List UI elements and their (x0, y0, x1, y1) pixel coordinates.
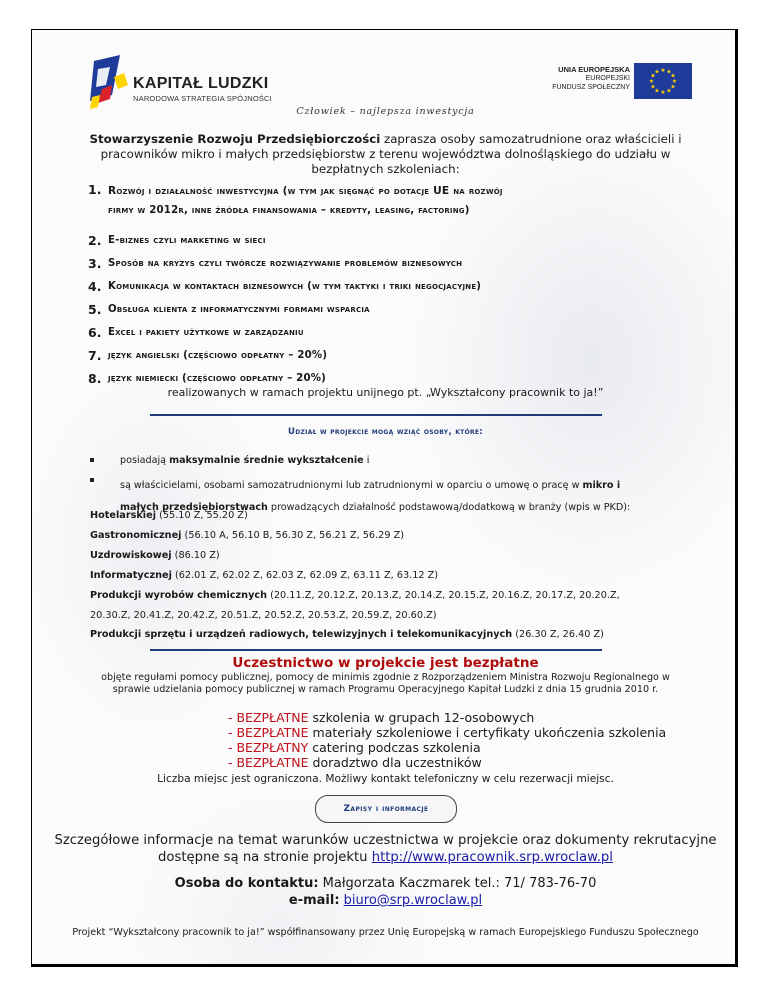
training-title: Excel i pakiety użytkowe w zarządzaniu (108, 327, 304, 338)
flyer-page (31, 29, 738, 967)
pkd-name: Produkcji sprzętu i urządzeń radiowych, telewizyjnych i telekomunikacyjnych (90, 629, 513, 640)
benefit-item (228, 755, 708, 770)
motto: Człowiek – najlepsza inwestycja (296, 106, 475, 117)
training-item (88, 304, 718, 316)
contact-block (32, 875, 739, 909)
free-participation-title: Uczestnictwo w projekcie jest bezpłatne (232, 655, 539, 671)
places-limited-note: Liczba miejsc jest ograniczona. Możliwy kontakt telefoniczny w celu rezerwacji miejsc. (157, 773, 614, 785)
benefit-label: - BEZPŁATNE (228, 725, 309, 740)
training-item (88, 258, 718, 270)
training-item (88, 235, 718, 247)
benefit-item (228, 710, 708, 725)
pkd-codes: (26.30 Z, 26.40 Z) (512, 629, 604, 640)
benefit-text: materiały szkoleniowe i certyfikaty ukończenia szkolenia (308, 725, 667, 740)
training-number: 4. (88, 279, 102, 294)
benefit-label: - BEZPŁATNE (228, 710, 309, 725)
bullet-text-bold: małych przedsiębiorstwach (120, 502, 268, 513)
svg-text:★: ★ (654, 68, 660, 76)
kapital-ludzki-title: KAPITAŁ LUDZKI (133, 75, 269, 92)
divider (150, 649, 602, 651)
training-item (88, 281, 718, 293)
project-line: realizowanych w ramach projektu unijnego pt. „Wykształcony pracownik to ja!” (167, 386, 604, 399)
training-title: Sposób na kryzys czyli twórcze rozwiązywanie problemów biznesowych (108, 258, 463, 269)
training-list (88, 184, 718, 396)
details-paragraph (52, 832, 719, 866)
pkd-name: Produkcji wyrobów chemicznych (90, 590, 268, 601)
divider (150, 414, 602, 416)
bullet-text-bold: mikro i (582, 480, 621, 491)
intro-paragraph (72, 132, 699, 177)
training-number: 6. (88, 325, 102, 340)
training-number: 1. (88, 182, 102, 197)
bullet-text-part: i (363, 455, 370, 466)
contact-email (32, 892, 739, 909)
svg-text:★: ★ (660, 67, 666, 74)
training-title-line-1: Rozwój i działalność inwestycyjna (w tym jak sięgnąć po dotacje UE na rozwój (108, 185, 503, 197)
bullet-icon (90, 478, 94, 482)
training-item (88, 373, 718, 385)
bullet-text (120, 455, 369, 467)
training-title: E-biznes czyli marketing w sieci (108, 235, 266, 246)
details-text: Szczegółowe informacje na temat warunków uczestnictwa w projekcie oraz dokumenty rekrutacyjne dostępne są na stronie projektu (54, 833, 717, 865)
pkd-name: Hotelarskiej (90, 510, 157, 521)
intro-text: zaprasza osoby samozatrudnione oraz właścicieli i pracowników mikro i małych przedsiębiorstw z terenu województwa dolnośląskiego do udziału w bezpłatnych szkoleniach: (100, 132, 682, 176)
benefit-item (228, 725, 708, 740)
footer-note: Projekt “Wykształcony pracownik to ja!” współfinansowany przez Unię Europejską w ramach Europejskiego Funduszu Społecznego (72, 927, 699, 938)
project-website-link[interactable]: http://www.pracownik.srp.wroclaw.pl (371, 850, 613, 865)
training-number: 3. (88, 256, 102, 271)
pkd-item (90, 629, 730, 641)
svg-text:★: ★ (648, 78, 655, 85)
svg-text:★: ★ (666, 87, 672, 95)
training-number: 2. (88, 233, 102, 248)
benefit-text: doradztwo dla uczestników (308, 755, 482, 770)
svg-text:★: ★ (654, 87, 660, 95)
email-link[interactable]: biuro@srp.wroclaw.pl (343, 893, 483, 908)
benefit-label: - BEZPŁATNY (228, 740, 309, 755)
eu-line-2: EUROPEJSKI (585, 75, 630, 82)
eu-line-1: UNIA EUROPEJSKA (558, 65, 630, 74)
training-item (88, 350, 718, 362)
pkd-codes: (56.10 A, 56.10 B, 56.30 Z, 56.21 Z, 56.29 Z) (181, 530, 404, 541)
training-title: język niemiecki (częściowo odpłatny – 20%) (108, 373, 327, 384)
signup-button-label: Zapisy i informacje (343, 804, 429, 814)
training-title-line-2: firmy w 2012r, inne źródła finansowania – kredyty, leasing, factoring) (108, 205, 470, 216)
pkd-codes: (55.10 Z, 55.20 Z) (156, 510, 248, 521)
pkd-item-continuation: 20.30.Z, 20.41.Z, 20.42.Z, 20.51.Z, 20.52.Z, 20.53.Z, 20.59.Z, 20.60.Z) (90, 610, 437, 621)
pkd-name: Informatycznej (90, 570, 172, 581)
pkd-codes: (86.10 Z) (171, 550, 220, 561)
eu-logo (522, 63, 692, 99)
benefit-label: - BEZPŁATNE (228, 755, 309, 770)
contact-name-phone: Małgorzata Kaczmarek tel.: 71/ 783-76-70 (318, 876, 597, 891)
eu-logo-text (552, 65, 630, 92)
organization-name: Stowarzyszenie Rozwoju Przedsiębiorczości (89, 132, 381, 146)
bullet-text-part: posiadają (120, 455, 170, 466)
svg-text:★: ★ (650, 72, 656, 80)
bullet-text-part: są właścicielami, osobami samozatrudnionymi lub zatrudnionymi w oparciu o umowę o pracę w (120, 480, 583, 491)
pkd-item (90, 510, 730, 522)
svg-text:★: ★ (650, 83, 656, 91)
pkd-name: Uzdrowiskowej (90, 550, 172, 561)
eu-flag-icon (634, 63, 692, 99)
email-label: e-mail: (288, 893, 340, 908)
eligibility-heading: Udział w projekcie mogą wziąć osoby, które: (288, 427, 483, 437)
pkd-name: Gastronomicznej (90, 530, 182, 541)
benefit-text: catering podczas szkolenia (308, 740, 481, 755)
training-number: 8. (88, 371, 102, 386)
svg-text:★: ★ (670, 83, 676, 91)
training-title: język angielski (częściowo odpłatny – 20%) (108, 350, 328, 361)
svg-text:★: ★ (670, 72, 676, 80)
eligibility-bullet (90, 475, 720, 513)
pkd-codes: (62.01 Z, 62.02 Z, 62.03 Z, 62.09 Z, 63.11 Z, 63.12 Z) (171, 570, 439, 581)
training-title: Komunikacja w kontaktach biznesowych (w tym taktyki i triki negocjacyjne) (108, 281, 482, 292)
pkd-item (90, 570, 730, 582)
pkd-item (90, 590, 730, 602)
kapital-ludzki-subtitle: NARODOWA STRATEGIA SPÓJNOŚCI (133, 94, 272, 103)
training-number: 5. (88, 302, 102, 317)
training-number: 7. (88, 348, 102, 363)
bullet-text-bold: maksymalnie średnie wykształcenie (169, 455, 364, 466)
bullet-text-part: prowadzących działalność podstawową/dodatkową w branży (wpis w PKD): (267, 502, 631, 513)
svg-text:★: ★ (671, 78, 678, 85)
pkd-item (90, 530, 730, 542)
training-title: Obsługa klienta z informatycznymi formami wsparcia (108, 304, 370, 315)
benefit-item (228, 740, 708, 755)
svg-text:★: ★ (660, 89, 666, 96)
kapital-ludzki-emblem-icon (90, 55, 132, 113)
training-item (88, 184, 718, 224)
eligibility-bullet (90, 455, 720, 469)
contact-person (32, 875, 739, 892)
benefit-text: szkolenia w grupach 12-osobowych (308, 710, 535, 725)
training-item (88, 327, 718, 339)
training-title (108, 184, 718, 224)
eu-line-3: FUNDUSZ SPOŁECZNY (552, 84, 630, 91)
svg-text:★: ★ (666, 68, 672, 76)
free-benefits-list (228, 710, 708, 770)
signup-button[interactable] (315, 795, 457, 823)
bullet-icon (90, 458, 94, 462)
pkd-codes: (20.11.Z, 20.12.Z, 20.13.Z, 20.14.Z, 20.15.Z, 20.16.Z, 20.17.Z, 20.20.Z, (267, 590, 620, 601)
pkd-item (90, 550, 730, 562)
free-participation-legal-note: objęte regułami pomocy publicznej, pomocy de minimis zgodnie z Rozporządzeniem Ministra Rozwoju Regionalnego w sprawie udzielania pomocy publicznej w ramach Programu Operacyjnego Kapitał Ludzki z dnia 15 grudnia 2010 r. (101, 672, 670, 695)
contact-label: Osoba do kontaktu: (174, 876, 319, 891)
